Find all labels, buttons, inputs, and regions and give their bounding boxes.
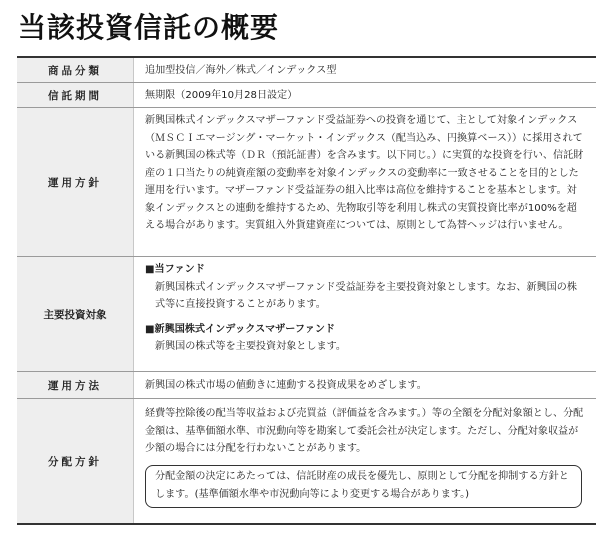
distribution-note-box: 分配金額の決定にあたっては、信託財産の成長を優先し、原則として分配を抑制する方針とします。(基準価額水準や市況動向等により変更する場合があります。): [145, 465, 582, 508]
row-main-investment-targets: [17, 257, 596, 372]
fund-overview-table: [17, 56, 596, 525]
subhead-this-fund: ■ 当ファンド: [145, 261, 586, 279]
text-mother-fund: 新興国の株式等を主要投資対象とします。: [155, 341, 346, 352]
subhead-mother-fund: ■ 新興国株式インデックスマザーファンド: [145, 321, 586, 339]
value-distribution-policy: [134, 399, 596, 523]
value-investment-method: 新興国の株式市場の値動きに連動する投資成果をめざします。: [145, 380, 427, 391]
row-investment-policy: [17, 108, 596, 257]
label-main-investment-targets: 主要投資対象: [17, 257, 134, 371]
row-investment-method: [17, 372, 596, 399]
row-product-category: [17, 56, 596, 83]
text-this-fund: 新興国株式インデックスマザーファンド受益証券を主要投資対象とします。なお、新興国の株式等に直接投資することがあります。: [155, 281, 577, 310]
label-distribution-policy: 分配方針: [17, 399, 134, 523]
label-trust-term: 信託期間: [17, 83, 134, 107]
value-product-category: 追加型投信／海外／株式／インデックス型: [145, 65, 337, 76]
label-product-category: 商品分類: [17, 58, 134, 82]
row-trust-term: [17, 83, 596, 108]
page-title: 当該投資信託の概要: [18, 11, 280, 44]
value-trust-term: 無期限（2009年10月28日設定）: [145, 90, 298, 101]
value-investment-policy: 新興国株式インデックスマザーファンド受益証券への投資を通じて、主として対象インデックス（ＭＳＣＩエマージング・マーケット・インデックス（配当込み、円換算ベース））に採用されている新興国の株式等（ＤＲ（預託証書）を含みます。以下同じ。）に実質的な投資を行い、信託財産の１口当たりの純資産額の変動率を対象インデックスの変動率に一致させることを目的とした運用を行います。マザーファンド受益証券の組入比率は高位を維持することを基本とします。対象インデックスとの連動を維持するため、先物取引等を利用し株式の実質投資比率が100%を超える場合があります。実質組入外貨建資産については、原則として為替ヘッジは行いません。: [145, 115, 584, 231]
row-distribution-policy: [17, 399, 596, 525]
label-investment-policy: 運用方針: [17, 108, 134, 256]
text-distribution-policy: 経費等控除後の配当等収益および売買益（評価益を含みます。）等の全額を分配対象額とし、分配金額は、基準価額水準、市況動向等を勘案して委託会社が決定します。ただし、分配対象収益が少額の場合には分配を行わないことがあります。: [145, 408, 584, 454]
value-main-investment-targets: [134, 257, 596, 371]
label-investment-method: 運用方法: [17, 372, 134, 398]
